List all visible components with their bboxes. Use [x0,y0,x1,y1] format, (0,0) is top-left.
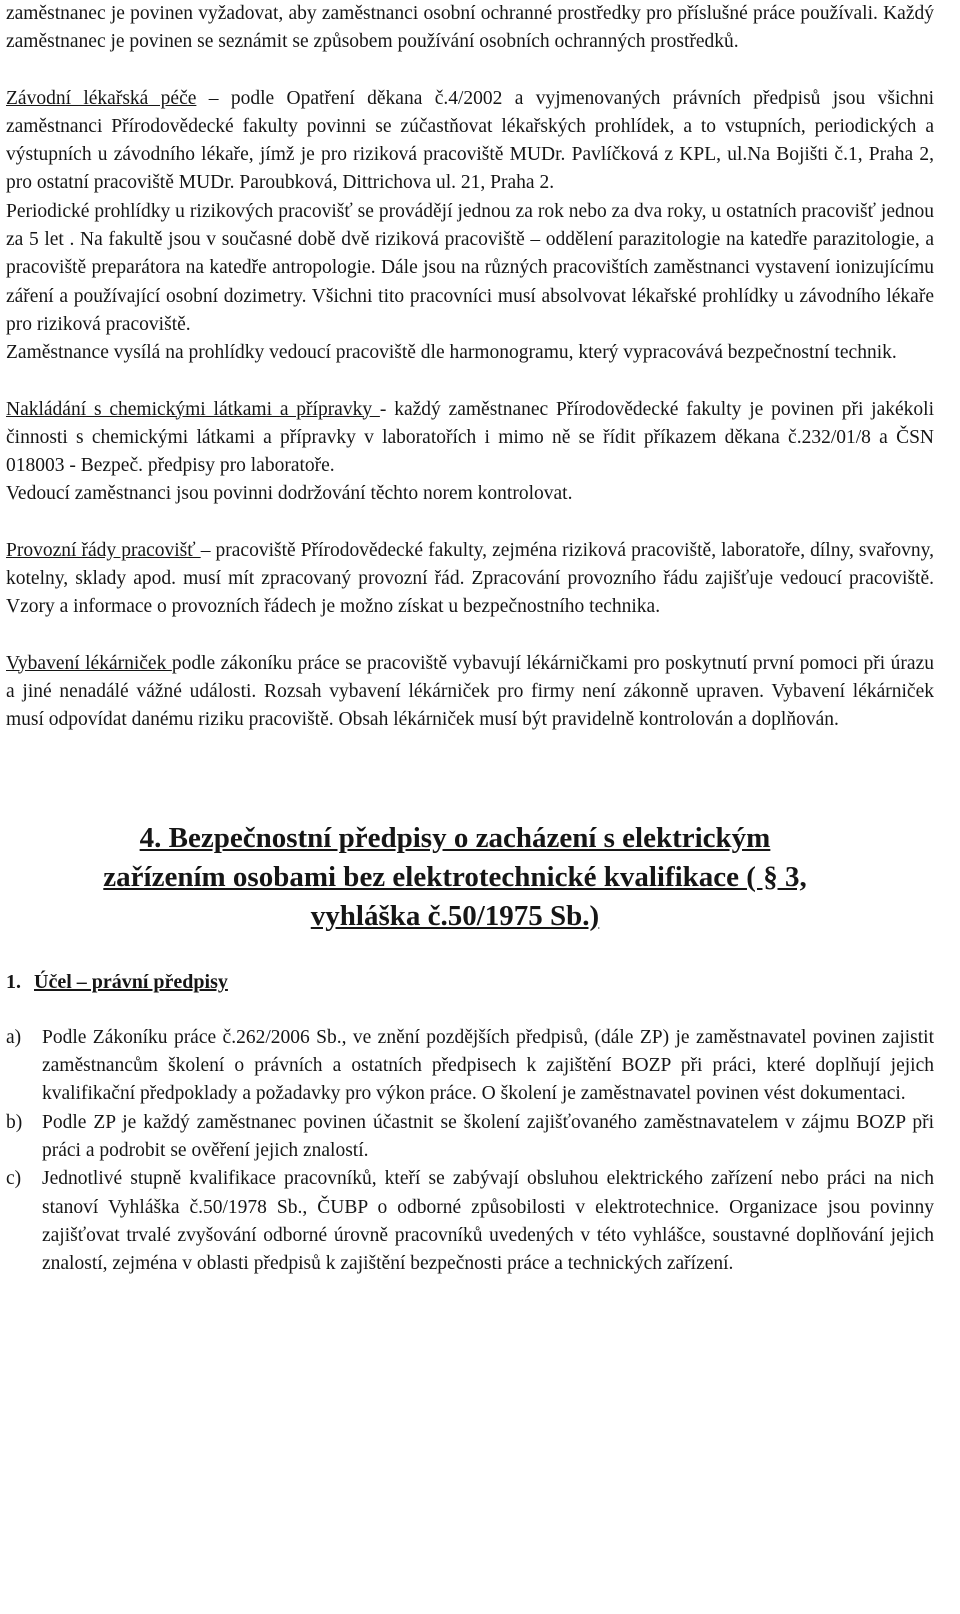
intro-paragraph: zaměstnanec je povinen vyžadovat, aby zaměstnanci osobní ochranné prostředky pro příslušné práce používali. Každý zaměstnanec je povinen se seznámit se způsobem používání osobních ochranných prostředků. [6,3,934,53]
spacer [6,735,934,819]
list-item [6,1109,934,1166]
first-aid-paragraph [6,650,934,735]
list-item-text: Podle ZP je každý zaměstnanec povinen účastnit se školení zajišťovaného zaměstnavatelem v zájmu BOZP při práci a podrobit se ověření jejich znalostí. [42,1111,934,1162]
section-heading-line-1: 4. Bezpečnostní předpisy o zacházení s elektrickým [139,821,771,854]
list-item [6,1024,934,1109]
subsection-number: 1. [6,970,21,993]
spacer [6,57,934,85]
operating-rules-text: – pracoviště Přírodovědecké fakulty, zejména riziková pracoviště, laboratoře, dílny, svařovny, kotelny, sklady apod. musí mít zpracovaný provozní řád. Zpracování provozního řádu zajišťuje vedoucí pracoviště. Vzory a informace o provozních řádech je možno získat u bezpečnostního technika. [6,539,935,618]
medical-care-title: Závodní lékařská péče [6,87,197,109]
legal-list [6,1024,934,1279]
chemicals-control-paragraph: Vedoucí zaměstnanci jsou povinni dodržování těchto norem kontrolovat. [6,483,573,505]
medical-harmonogram-paragraph: Zaměstnance vysílá na prohlídky vedoucí pracoviště dle harmonogramu, který vypracovává bezpečnostní technik. [6,342,897,364]
chemicals-paragraph [6,396,934,481]
list-item [6,1165,934,1278]
spacer [6,368,934,396]
section-heading [6,819,934,936]
subsection-title: Účel – právní předpisy [34,970,228,993]
list-marker: a) [6,1026,22,1048]
first-aid-title: Vybavení lékárniček [6,652,172,674]
subsection-heading [6,968,934,996]
list-item-text: Jednotlivé stupně kvalifikace pracovníků, kteří se zabývají obsluhou elektrického zařízení nebo práci na nich stanoví Vyhláška č.50/1978 Sb., ČUBP o odborné způsobilosti v elektrotechnice. Organizace jsou povinny zajišťovat trvalé zvyšování odborné úrovně pracovníků uvedených v této vyhlášce, soustavné doplňování jejich znalostí, zejména v oblasti předpisů k zajištění bezpečnosti práce a technických zařízení. [42,1168,934,1275]
spacer [6,509,934,537]
operating-rules-title: Provozní řády pracovišť [6,539,201,561]
list-marker: b) [6,1111,23,1133]
list-item-text: Podle Zákoníku práce č.262/2006 Sb., ve znění pozdějších předpisů, (dále ZP) je zaměstnavatel povinen zajistit zaměstnancům školení o právních a ostatních předpisech k zajištění BOZP při práci, které doplňují jejich kvalifikační předpoklady a požadavky pro výkon práce. O školení je zaměstnavatel povinen vést dokumentaci. [42,1026,934,1105]
operating-rules-paragraph [6,537,934,622]
first-aid-text: podle zákoníku práce se pracoviště vybavují lékárničkami pro poskytnutí první pomoci při úrazu a jiné nenadálé vážné události. Rozsah vybavení lékárniček pro firmy není zákonně upraven. Vybavení lékárniček musí odpovídat danému riziku pracoviště. Obsah lékárniček musí být pravidelně kontrolován a doplňován. [6,652,934,731]
medical-care-text: – podle Opatření děkana č.4/2002 a vyjmenovaných právních předpisů jsou všichni zaměstnanci Přírodovědecké fakulty povinni se zúčastňovat lékařských prohlídek, a to vstupních, periodických a výstupních u závodního lékaře, jímž je pro riziková pracoviště MUDr. Pavlíčková z KPL, ul.Na Bojišti č.1, Praha 2, pro ostatní pracoviště MUDr. Paroubková, Dittrichova ul. 21, Praha 2. [6,87,934,194]
section-heading-line-2: zařízením osobami bez elektrotechnické kvalifikace ( § 3, [103,860,807,893]
section-heading-line-3: vyhláška č.50/1975 Sb.) [310,899,600,932]
medical-periodic-paragraph: Periodické prohlídky u rizikových pracovišť se provádějí jednou za rok nebo za dva roky, u ostatních pracovišť jednou za 5 let . Na fakultě jsou v současné době dvě riziková pracoviště – oddělení parazitologie na katedře parazitologie, a pracoviště preparátora na katedře antropologie. Dále jsou na různých pracovištích zaměstnanci vystavení ionizujícímu záření a používající osobní dozimetry. Všichni tito pracovníci musí absolvovat lékařské prohlídky u závodního lékaře pro riziková pracoviště. [6,200,934,335]
chemicals-text: - každý zaměstnanec Přírodovědecké fakulty je povinen při jakékoli činnosti s chemickými látkami a přípravky v laboratořích i mimo ně se řídit příkazem děkana č.232/01/8 a ČSN 018003 - Bezpeč. předpisy pro laboratoře. [6,398,934,477]
medical-care-paragraph [6,85,934,198]
chemicals-title: Nakládání s chemickými látkami a přípravky [6,398,380,420]
list-marker: c) [6,1168,22,1190]
spacer [6,622,934,650]
